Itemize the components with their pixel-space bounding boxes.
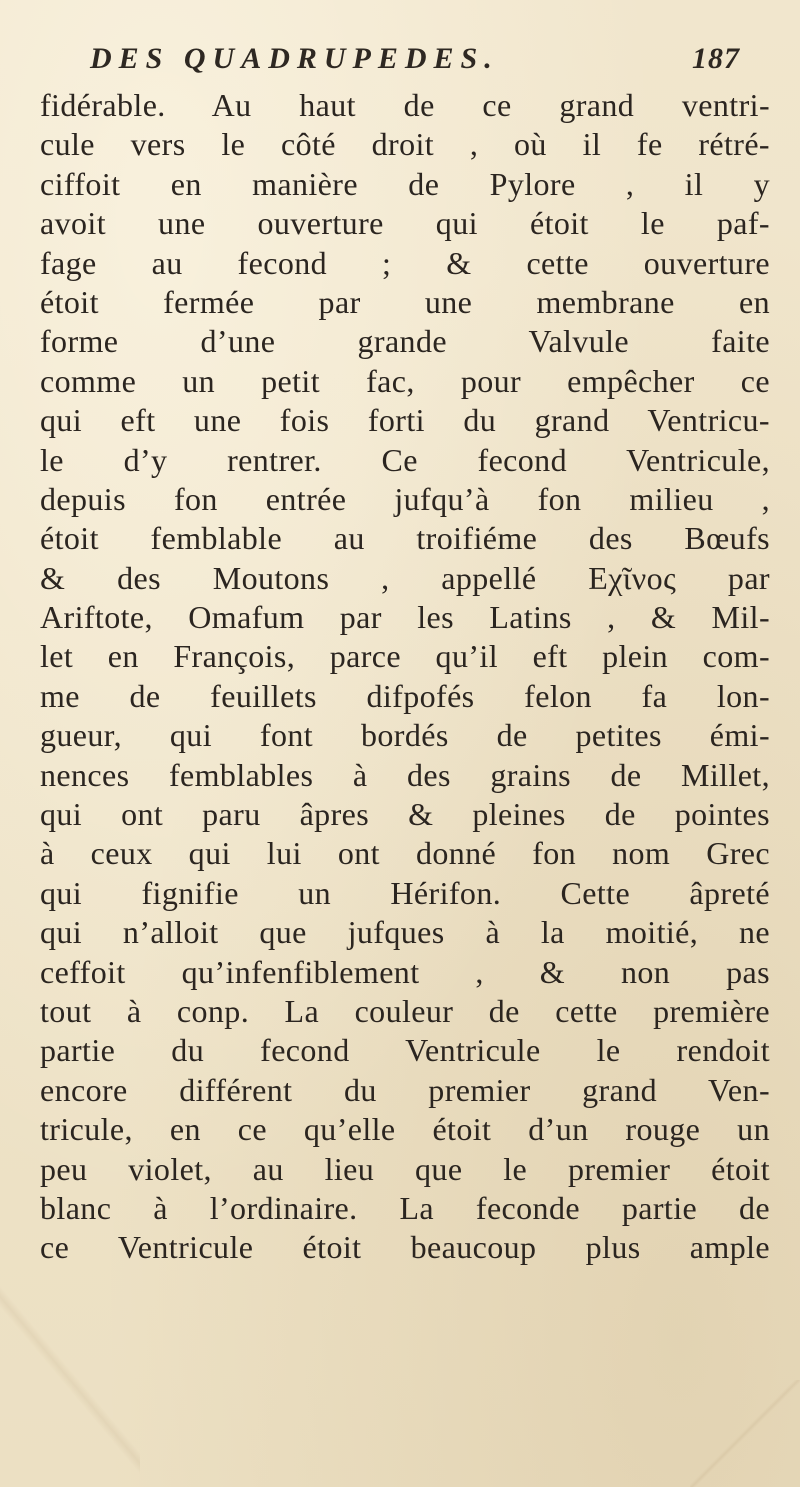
paper-fold-mark bbox=[690, 1380, 800, 1487]
text-line: qui eft une fois forti du grand Ventricu- bbox=[40, 402, 770, 439]
text-line: étoit fermée par une membrane en bbox=[40, 283, 770, 320]
text-line: ceffoit qu’infenfiblement , & non pas bbox=[40, 953, 770, 990]
text-line: gueur, qui font bordés de petites émi- bbox=[40, 717, 770, 754]
text-line: partie du fecond Ventricule le rendoit bbox=[40, 1032, 770, 1069]
text-line: ciffoit en manière de Pylore , il y bbox=[40, 165, 770, 202]
text-line: Ariftote, Omafum par les Latins , & Mil- bbox=[40, 599, 770, 636]
text-line: encore différent du premier grand Ven- bbox=[40, 1071, 770, 1108]
text-line: à ceux qui lui ont donné fon nom Grec bbox=[40, 835, 770, 872]
paper-crease bbox=[0, 1280, 140, 1480]
text-line: depuis fon entrée jufqu’à fon milieu , bbox=[40, 480, 770, 517]
text-line: peu violet, au lieu que le premier étoit bbox=[40, 1150, 770, 1187]
text-line: qui ont paru âpres & pleines de pointes bbox=[40, 796, 770, 833]
running-head bbox=[90, 42, 740, 82]
text-line: comme un petit fac, pour empêcher ce bbox=[40, 362, 770, 399]
text-line: qui n’alloit que jufques à la moitié, ne bbox=[40, 914, 770, 951]
page-number: 187 bbox=[692, 42, 740, 75]
text-line: blanc à l’ordinaire. La feconde partie de bbox=[40, 1189, 770, 1226]
text-line: cule vers le côté droit , où il fe rétré- bbox=[40, 126, 770, 163]
text-line: nences femblables à des grains de Millet, bbox=[40, 756, 770, 793]
text-line: ce Ventricule étoit beaucoup plus ample bbox=[40, 1229, 770, 1266]
text-line: me de feuillets difpofés felon fa lon- bbox=[40, 677, 770, 714]
text-line: fidérable. Au haut de ce grand ventri- bbox=[40, 87, 770, 123]
text-line: & des Moutons , appellé Εχῖνος par bbox=[40, 559, 770, 596]
running-head-title: DES QUADRUPEDES. bbox=[90, 42, 499, 75]
text-line: tout à conp. La couleur de cette première bbox=[40, 992, 770, 1029]
text-line: fage au fecond ; & cette ouverture bbox=[40, 244, 770, 281]
text-line: tricule, en ce qu’elle étoit d’un rouge un bbox=[40, 1111, 770, 1148]
text-line: le d’y rentrer. Ce fecond Ventricule, bbox=[40, 441, 770, 478]
text-line: qui fignifie un Hérifon. Cette âpreté bbox=[40, 874, 770, 911]
body-text bbox=[40, 86, 770, 1268]
text-line: forme d’une grande Valvule faite bbox=[40, 323, 770, 360]
text-line: let en François, parce qu’il eft plein com- bbox=[40, 638, 770, 675]
text-line: étoit femblable au troifiéme des Bœufs bbox=[40, 520, 770, 557]
text-line: avoit une ouverture qui étoit le paf- bbox=[40, 205, 770, 242]
